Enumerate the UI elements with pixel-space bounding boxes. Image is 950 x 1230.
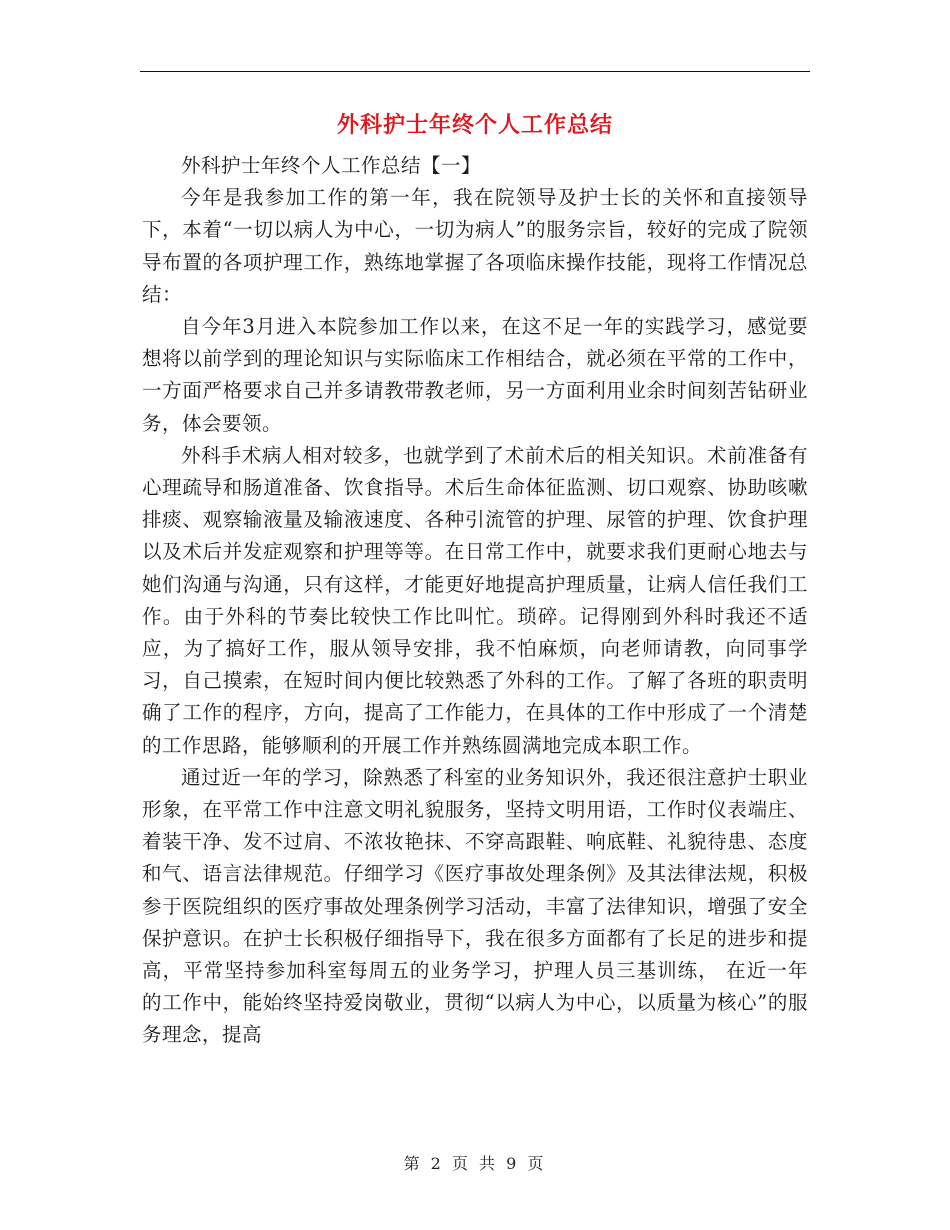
paragraph-4: 通过近一年的学习，除熟悉了科室的业务知识外，我还很注意护士职业形象，在平常工作中注意文明礼貌服务，坚持文明用语，工作时仪表端庄、着装干净、发不过肩、不浓妆艳抹、不穿高跟鞋、响底鞋、礼貌待患、态度和气、语言法律规范。仔细学习《医疗事故处理条例》及其法律法规，积极参于医院组织的医疗事故处理条例学习活动，丰富了法律知识，增强了安全保护意识。在护士长积极仔细指导下，我在很多方面都有了长足的进步和提高，平常坚持参加科室每周五的业务学习，护理人员三基训练， 在近一年的工作中，能始终坚持爱岗敬业，贯彻“以病人为中心，以质量为核心”的服务理念，提高 [142,765,808,1047]
page-number: 第 2 页 共 9 页 [403,1154,547,1173]
document-subtitle: 外科护士年终个人工作总结【一】 [181,154,482,177]
document-body [142,150,808,1052]
paragraph-2: 自今年3月进入本院参加工作以来，在这不足一年的实践学习，感觉要想将以前学到的理论知识与实际临床工作相结合，就必须在平常的工作中，一方面严格要求自己并多请教带教老师，另一方面利用业余时间刻苦钻研业务，体会要领。 [142,315,808,435]
paragraph-1: 今年是我参加工作的第一年，我在院领导及护士长的关怀和直接领导下，本着“一切以病人为中心，一切为病人”的服务宗旨，较好的完成了院领导布置的各项护理工作，熟练地掌握了各项临床操作技能，现将工作情况总结： [142,186,808,306]
document-title: 外科护士年终个人工作总结 [336,112,613,138]
header-rule [140,71,810,72]
paragraph-3: 外科手术病人相对较多，也就学到了术前术后的相关知识。术前准备有心理疏导和肠道准备、饮食指导。术后生命体征监测、切口观察、协助咳嗽排痰、观察输液量及输液速度、各种引流管的护理、尿管的护理、饮食护理以及术后并发症观察和护理等等。在日常工作中，就要求我们更耐心地去与她们沟通与沟通，只有这样，才能更好地提高护理质量，让病人信任我们工作。由于外科的节奏比较快工作比叫忙。琐碎。记得刚到外科时我还不适应，为了搞好工作，服从领导安排，我不怕麻烦，向老师请教，向同事学习，自己摸索，在短时间内便比较熟悉了外科的工作。了解了各班的职责明确了工作的程序，方向，提高了工作能力，在具体的工作中形成了一个清楚的工作思路，能够顺利的开展工作并熟练圆满地完成本职工作。 [142,443,808,757]
